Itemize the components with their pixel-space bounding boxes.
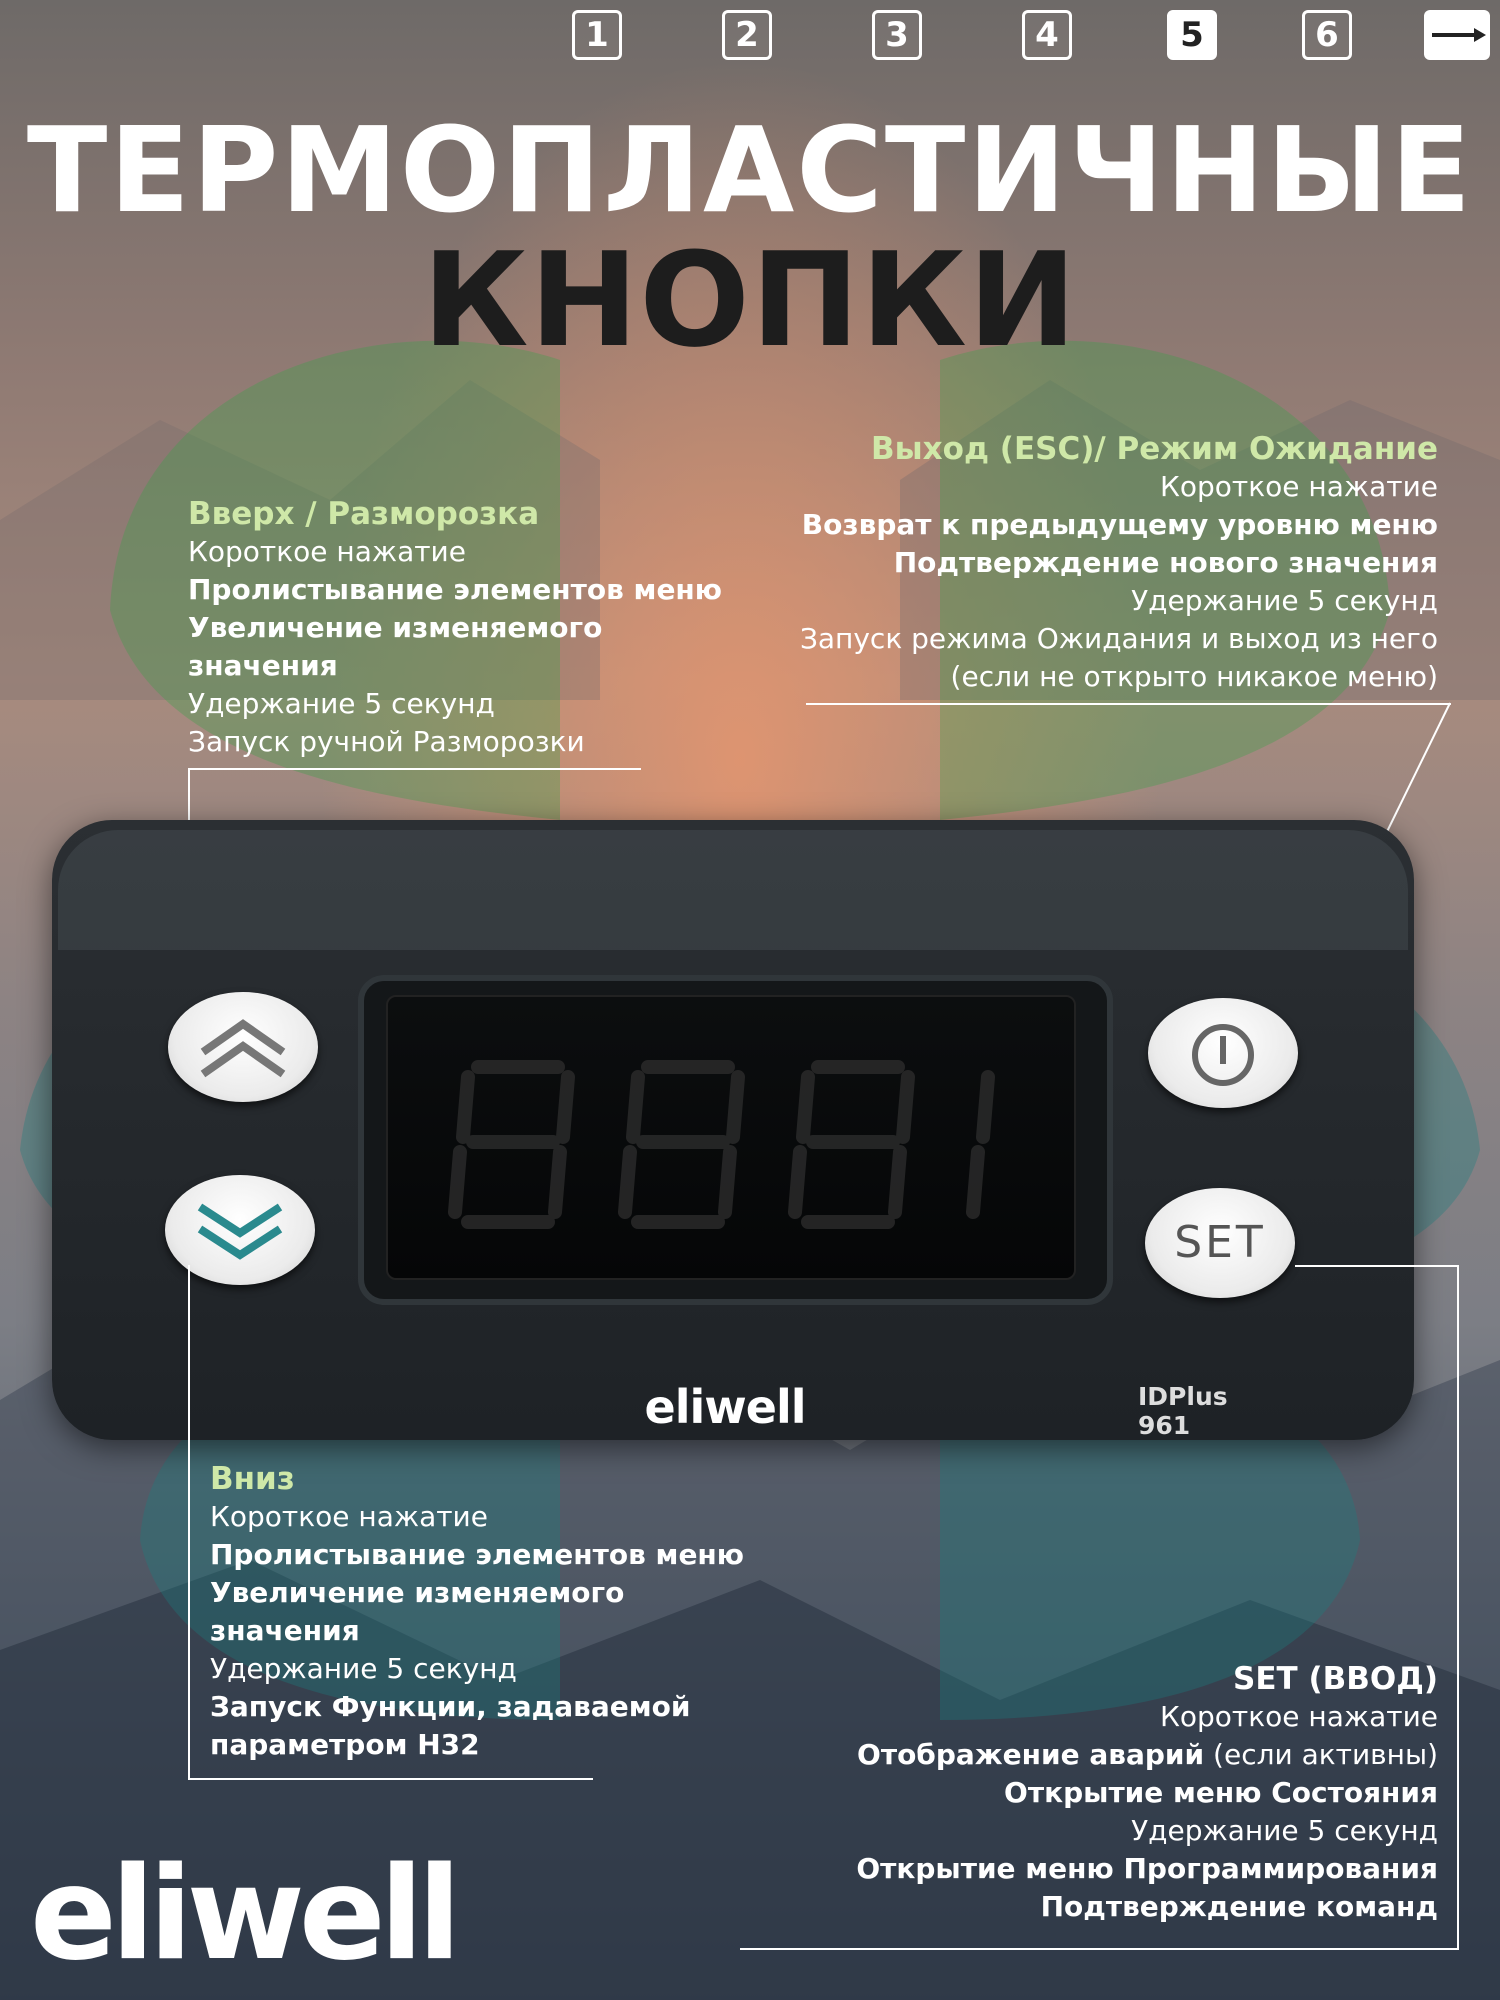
power-button[interactable] bbox=[1148, 998, 1298, 1108]
device-brand: eliwell bbox=[644, 1380, 806, 1434]
eliwell-logo: eliwell bbox=[30, 1840, 456, 1989]
down-action2a: Увеличение изменяемого bbox=[210, 1576, 625, 1609]
up-button-description bbox=[188, 495, 788, 761]
nav-page-1[interactable]: 1 bbox=[572, 10, 622, 60]
nav-page-3[interactable]: 3 bbox=[872, 10, 922, 60]
esc-short-label: Короткое нажатие bbox=[1160, 470, 1438, 503]
set-hold-label: Удержание 5 секунд bbox=[1131, 1814, 1438, 1847]
down-short-label: Короткое нажатие bbox=[210, 1500, 488, 1533]
up-action2a: Увеличение изменяемого bbox=[188, 611, 603, 644]
set-action2: Открытие меню Состояния bbox=[1004, 1776, 1438, 1809]
up-action1: Пролистывание элементов меню bbox=[188, 573, 722, 606]
set-action1 bbox=[760, 1736, 1438, 1774]
down-button-description bbox=[210, 1460, 830, 1764]
esc-action1: Возврат к предыдущему уровню меню bbox=[801, 508, 1438, 541]
set-action1-normal: (если активны) bbox=[1204, 1738, 1438, 1771]
up-connector-h bbox=[188, 768, 641, 770]
down-hold-action2: параметром H32 bbox=[210, 1728, 480, 1761]
down-heading: Вниз bbox=[210, 1461, 295, 1497]
nav-page-5[interactable]: 5 bbox=[1167, 10, 1217, 60]
nav-page-2[interactable]: 2 bbox=[722, 10, 772, 60]
set-button-label: SET bbox=[1174, 1217, 1266, 1268]
esc-connector-h bbox=[806, 703, 1451, 705]
nav-next-button[interactable] bbox=[1424, 10, 1490, 60]
page-subtitle: КНОПКИ bbox=[422, 224, 1078, 376]
set-action1-bold: Отображение аварий bbox=[857, 1738, 1205, 1771]
led-display bbox=[386, 995, 1076, 1280]
up-action2b: значения bbox=[188, 649, 338, 682]
up-hold-action: Запуск ручной Разморозки bbox=[188, 725, 585, 758]
set-button[interactable] bbox=[1145, 1188, 1295, 1298]
nav-page-4[interactable]: 4 bbox=[1022, 10, 1072, 60]
page-title: ТЕРМОПЛАСТИЧНЫЕ bbox=[26, 101, 1474, 239]
down-hold-label: Удержание 5 секунд bbox=[210, 1652, 517, 1685]
power-icon bbox=[1148, 998, 1298, 1108]
set-short-label: Короткое нажатие bbox=[1160, 1700, 1438, 1733]
up-hold-label: Удержание 5 секунд bbox=[188, 687, 495, 720]
esc-hold-action1: Запуск режима Ожидания и выход из него bbox=[799, 622, 1438, 655]
down-connector-h bbox=[188, 1778, 593, 1780]
device-model: IDPlus 961 bbox=[1138, 1382, 1228, 1440]
esc-hold-action2: (если не открыто никакое меню) bbox=[950, 660, 1438, 693]
up-heading: Вверх / Разморозка bbox=[188, 496, 540, 532]
nav-page-6[interactable]: 6 bbox=[1302, 10, 1352, 60]
down-connector-v bbox=[188, 1265, 190, 1780]
up-short-label: Короткое нажатие bbox=[188, 535, 466, 568]
down-action1: Пролистывание элементов меню bbox=[210, 1538, 744, 1571]
set-connector-v bbox=[1457, 1265, 1459, 1950]
set-connector-top bbox=[1295, 1265, 1459, 1267]
set-hold-action2: Подтверждение команд bbox=[1040, 1890, 1438, 1923]
esc-hold-label: Удержание 5 секунд bbox=[1131, 584, 1438, 617]
display-segments bbox=[388, 997, 1078, 1282]
device-top-highlight bbox=[58, 830, 1408, 950]
set-button-description bbox=[760, 1660, 1438, 1926]
set-hold-action1: Открытие меню Программирования bbox=[856, 1852, 1438, 1885]
esc-button-description bbox=[700, 430, 1438, 696]
arrow-right-icon bbox=[1424, 10, 1490, 60]
down-action2b: значения bbox=[210, 1614, 360, 1647]
double-chevron-up-icon bbox=[168, 992, 318, 1102]
esc-heading: Выход (ESC)/ Режим Ожидание bbox=[871, 431, 1438, 467]
up-button[interactable] bbox=[168, 992, 318, 1102]
set-heading: SET (ВВОД) bbox=[1233, 1661, 1438, 1697]
down-hold-action1: Запуск Функции, задаваемой bbox=[210, 1690, 691, 1723]
set-connector-bottom bbox=[740, 1948, 1459, 1950]
esc-action2: Подтверждение нового значения bbox=[893, 546, 1438, 579]
